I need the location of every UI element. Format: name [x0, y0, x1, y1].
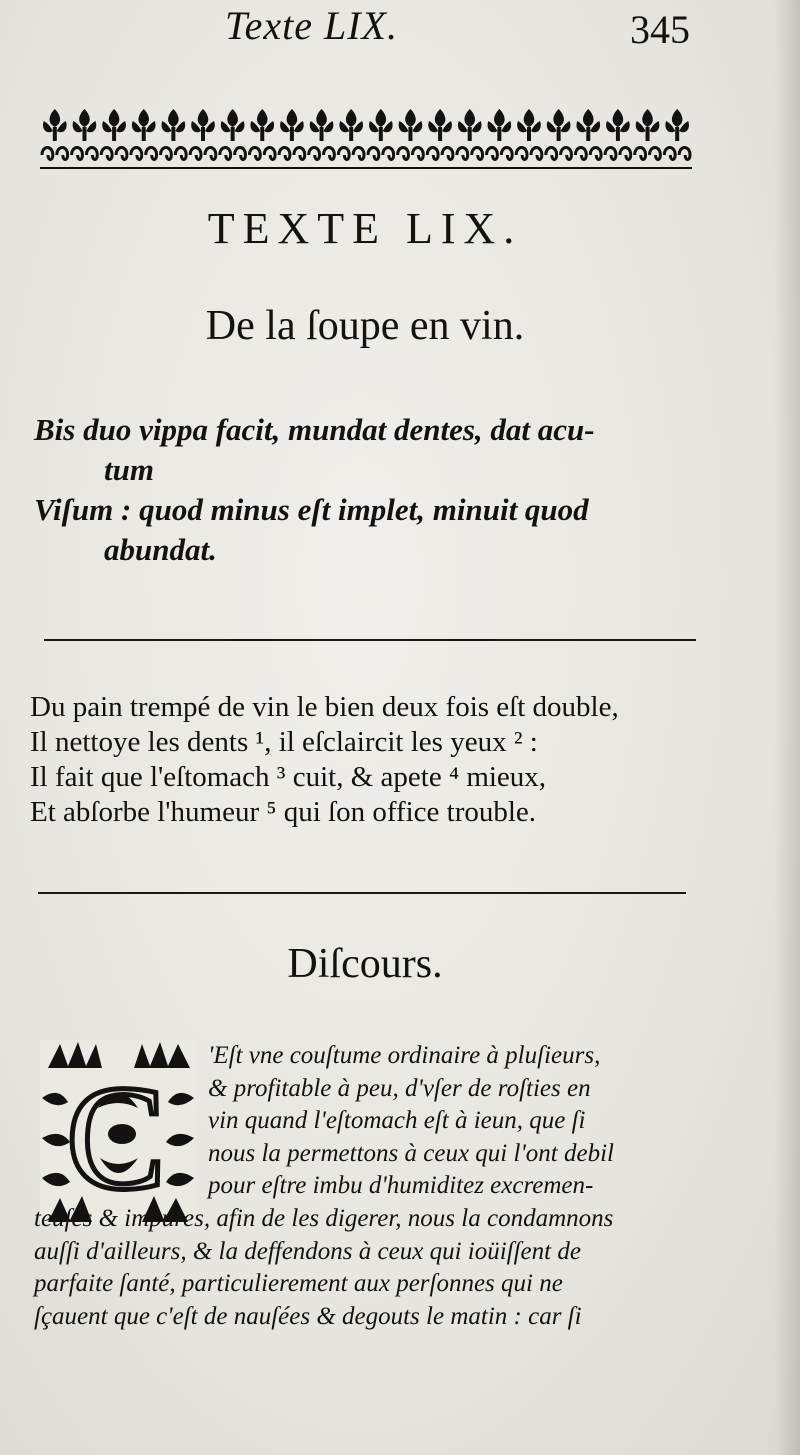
scroll-ornament	[72, 148, 98, 160]
verse-line: Du pain trempé de vin le bien deux fois eſt double,	[30, 691, 619, 723]
latin-line: Bis duo vippa facit, mundat dentes, dat acu-	[34, 412, 595, 447]
scroll-ornament	[161, 148, 187, 160]
scroll-ornament	[249, 148, 275, 160]
fleuron	[488, 109, 512, 141]
scroll-ornament	[487, 148, 513, 160]
prose-line: auſſi d'ailleurs, & la deffendons à ceux qui ioüiſſent de	[34, 1237, 581, 1265]
latin-verse	[34, 410, 699, 570]
verse-line: Il fait que l'eſtomach ³ cuit, & apete ⁴ mieux,	[30, 761, 547, 793]
scroll-ornament	[546, 148, 572, 160]
latin-line: tum	[104, 452, 154, 487]
section-heading: Diſcours.	[287, 941, 443, 987]
fleuron	[191, 109, 215, 141]
fleuron	[221, 109, 245, 141]
latin-line: abundat.	[104, 532, 217, 567]
fleuron	[517, 109, 541, 141]
running-head	[0, 0, 800, 50]
fleuron	[280, 109, 304, 141]
scroll-ornament	[338, 148, 364, 160]
fleuron	[162, 109, 186, 141]
scroll-ornament	[42, 148, 68, 160]
verse-line: Et abſorbe l'humeur ⁵ qui ſon office trouble.	[30, 796, 537, 828]
scroll-ornament	[575, 148, 601, 160]
scroll-ornament	[635, 148, 661, 160]
horizontal-rule	[44, 639, 696, 641]
chapter-title: TEXTE LIX.	[207, 204, 523, 253]
scroll-ornament	[427, 148, 453, 160]
fleuron	[665, 109, 689, 141]
page-number: 345	[630, 7, 690, 52]
fleuron	[428, 109, 452, 141]
fleuron	[250, 109, 274, 141]
page-edge-shadow	[774, 0, 800, 1455]
prose-line: nous la permettons à ceux qui l'ont debil	[208, 1139, 614, 1167]
prose-line: ſçauent que c'eſt de nauſées & degouts le matin : car ſi	[34, 1302, 582, 1330]
scroll-ornament	[279, 148, 305, 160]
scroll-ornament	[309, 148, 335, 160]
scroll-ornament	[190, 148, 216, 160]
fleuron	[102, 109, 126, 141]
drop-cap-letter: C	[65, 1055, 167, 1221]
fleuron	[132, 109, 156, 141]
running-head-title: Texte LIX.	[225, 3, 398, 48]
scroll-ornament	[101, 148, 127, 160]
fleuron	[547, 109, 571, 141]
prose-line: & profitable à peu, d'vſer de roſties en	[208, 1074, 591, 1102]
fleuron	[339, 109, 363, 141]
french-verse	[30, 690, 710, 830]
horizontal-rule	[38, 892, 686, 894]
scroll-ornament	[131, 148, 157, 160]
prose-line: pour eſtre imbu d'humiditez excremen-	[208, 1172, 594, 1200]
scroll-ornament	[605, 148, 631, 160]
fleuron-ornament-band	[40, 105, 692, 169]
fleuron	[43, 109, 67, 141]
chapter-subtitle: De la ſoupe en vin.	[205, 303, 525, 349]
fleuron	[576, 109, 600, 141]
prose-line: parfaite ſanté, particulierement aux perſonnes qui ne	[34, 1270, 563, 1298]
scroll-ornament	[664, 148, 690, 160]
scroll-ornament	[457, 148, 483, 160]
fleuron	[458, 109, 482, 141]
fleuron	[606, 109, 630, 141]
verse-line: Il nettoye les dents ¹, il eſclaircit les yeux ² :	[30, 726, 538, 758]
discours-text	[34, 1040, 698, 1333]
scroll-ornament	[368, 148, 394, 160]
fleuron	[310, 109, 334, 141]
fleuron	[636, 109, 660, 141]
fleuron	[369, 109, 393, 141]
fleuron	[399, 109, 423, 141]
prose-line: vin quand l'eſtomach eſt à ieun, que ſi	[208, 1107, 586, 1135]
fleuron	[73, 109, 97, 141]
scroll-ornament	[398, 148, 424, 160]
prose-line: 'Eſt vne couſtume ordinaire à pluſieurs,	[208, 1042, 601, 1069]
scroll-ornament	[516, 148, 542, 160]
prose-line: teuſes & impures, afin de les digerer, nous la condamnons	[34, 1204, 614, 1232]
latin-line: Viſum : quod minus eſt implet, minuit quod	[34, 492, 589, 527]
scroll-ornament	[220, 148, 246, 160]
